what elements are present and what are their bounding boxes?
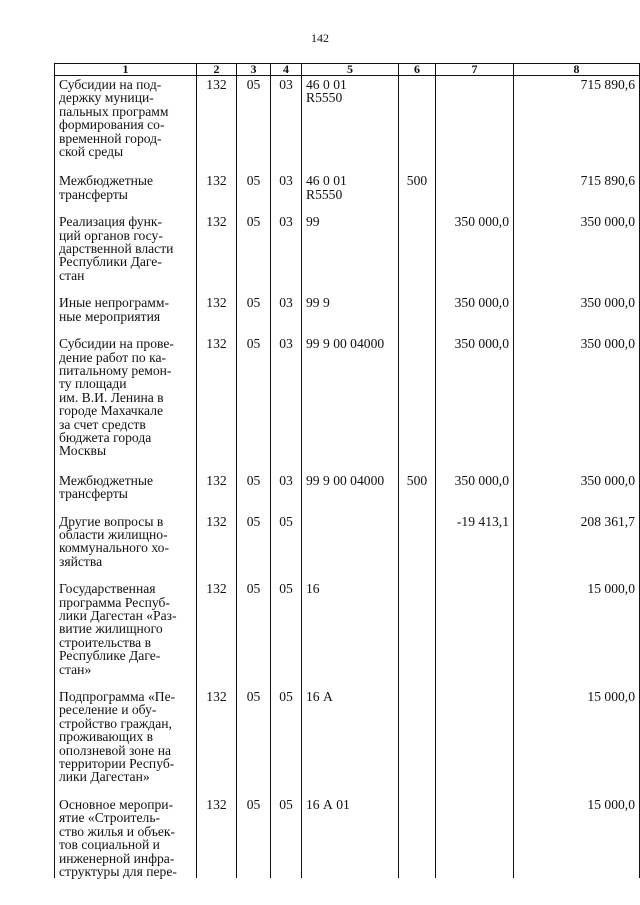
table-row <box>55 294 640 335</box>
cell-name: Государственная программа Респуб- лики Дагестан «Раз- витие жилищного строительства в Республике Даге- стан» <box>55 580 197 688</box>
cell-admin-code: 132 <box>197 472 237 513</box>
cell-name: Иные непрограмм- ные мероприятия <box>55 294 197 335</box>
cell-total-amount: 350 000,0 <box>514 294 640 335</box>
column-header: 3 <box>237 64 271 76</box>
cell-admin-code: 132 <box>197 76 237 173</box>
cell-section: 05 <box>237 513 271 581</box>
table-row <box>55 213 640 294</box>
cell-section: 05 <box>237 796 271 878</box>
cell-target-article: 46 0 01 R5550 <box>302 76 399 173</box>
cell-section: 05 <box>237 76 271 173</box>
cell-admin-code: 132 <box>197 796 237 878</box>
cell-change-amount: 350 000,0 <box>436 335 514 472</box>
table-row <box>55 580 640 688</box>
cell-total-amount: 715 890,6 <box>514 76 640 173</box>
cell-subsection: 05 <box>271 796 302 878</box>
cell-change-amount: 350 000,0 <box>436 213 514 294</box>
cell-change-amount <box>436 172 514 213</box>
table-row <box>55 335 640 472</box>
cell-expense-type: 500 <box>399 472 436 513</box>
header-row <box>55 64 640 76</box>
cell-expense-type <box>399 335 436 472</box>
cell-name: Подпрограмма «Пе- реселение и обу- стройство граждан, проживающих в оползневой зоне на территории Респуб- лики Дагестан» <box>55 688 197 796</box>
cell-section: 05 <box>237 172 271 213</box>
cell-total-amount: 15 000,0 <box>514 796 640 878</box>
column-header: 7 <box>436 64 514 76</box>
cell-expense-type <box>399 76 436 173</box>
column-header: 4 <box>271 64 302 76</box>
table-row <box>55 513 640 581</box>
cell-expense-type <box>399 688 436 796</box>
cell-admin-code: 132 <box>197 688 237 796</box>
cell-name: Основное меропри- ятие «Строитель- ство жилья и объек- тов социальной и инженерной инфра- структуры для пере- <box>55 796 197 878</box>
cell-change-amount: 350 000,0 <box>436 294 514 335</box>
column-header: 5 <box>302 64 399 76</box>
cell-subsection: 03 <box>271 472 302 513</box>
cell-subsection: 05 <box>271 513 302 581</box>
cell-admin-code: 132 <box>197 294 237 335</box>
cell-subsection: 03 <box>271 335 302 472</box>
budget-table <box>54 63 640 878</box>
cell-expense-type <box>399 294 436 335</box>
column-header: 6 <box>399 64 436 76</box>
cell-subsection: 05 <box>271 580 302 688</box>
column-header: 1 <box>55 64 197 76</box>
cell-change-amount: -19 413,1 <box>436 513 514 581</box>
cell-admin-code: 132 <box>197 172 237 213</box>
cell-target-article: 46 0 01 R5550 <box>302 172 399 213</box>
cell-total-amount: 15 000,0 <box>514 688 640 796</box>
cell-subsection: 03 <box>271 172 302 213</box>
cell-admin-code: 132 <box>197 213 237 294</box>
cell-target-article: 99 9 00 04000 <box>302 472 399 513</box>
cell-admin-code: 132 <box>197 580 237 688</box>
cell-section: 05 <box>237 294 271 335</box>
page-number: 142 <box>311 31 329 45</box>
cell-target-article: 99 9 <box>302 294 399 335</box>
cell-name: Реализация функ- ций органов госу- дарственной власти Республики Даге- стан <box>55 213 197 294</box>
cell-admin-code: 132 <box>197 513 237 581</box>
cell-subsection: 05 <box>271 688 302 796</box>
cell-admin-code: 132 <box>197 335 237 472</box>
table-row <box>55 688 640 796</box>
column-header: 8 <box>514 64 640 76</box>
cell-name: Межбюджетные трансферты <box>55 172 197 213</box>
cell-change-amount <box>436 796 514 878</box>
cell-total-amount: 15 000,0 <box>514 580 640 688</box>
cell-total-amount: 350 000,0 <box>514 335 640 472</box>
table-row <box>55 796 640 878</box>
cell-total-amount: 350 000,0 <box>514 213 640 294</box>
cell-change-amount <box>436 580 514 688</box>
cell-section: 05 <box>237 580 271 688</box>
cell-total-amount: 350 000,0 <box>514 472 640 513</box>
cell-section: 05 <box>237 335 271 472</box>
cell-expense-type <box>399 580 436 688</box>
cell-target-article: 99 9 00 04000 <box>302 335 399 472</box>
cell-expense-type <box>399 796 436 878</box>
cell-change-amount <box>436 76 514 173</box>
cell-change-amount <box>436 688 514 796</box>
cell-total-amount: 715 890,6 <box>514 172 640 213</box>
cell-subsection: 03 <box>271 294 302 335</box>
cell-section: 05 <box>237 213 271 294</box>
cell-total-amount: 208 361,7 <box>514 513 640 581</box>
cell-section: 05 <box>237 688 271 796</box>
table-body <box>55 76 640 879</box>
cell-section: 05 <box>237 472 271 513</box>
cell-name: Субсидии на прове- дение работ по ка- питальному ремон- ту площади им. В.И. Ленина в городе Махачкале за счет средств бюджета города Москвы <box>55 335 197 472</box>
cell-name: Субсидии на под- держку муници- пальных программ формирования со- временной город- ской среды <box>55 76 197 173</box>
table-row <box>55 76 640 173</box>
cell-expense-type: 500 <box>399 172 436 213</box>
column-header: 2 <box>197 64 237 76</box>
cell-expense-type <box>399 513 436 581</box>
cell-target-article: 99 <box>302 213 399 294</box>
cell-name: Межбюджетные трансферты <box>55 472 197 513</box>
cell-name: Другие вопросы в области жилищно- коммунального хо- зяйства <box>55 513 197 581</box>
cell-target-article <box>302 513 399 581</box>
cell-change-amount: 350 000,0 <box>436 472 514 513</box>
cell-subsection: 03 <box>271 76 302 173</box>
cell-subsection: 03 <box>271 213 302 294</box>
table-row <box>55 172 640 213</box>
table-row <box>55 472 640 513</box>
cell-target-article: 16 А 01 <box>302 796 399 878</box>
cell-expense-type <box>399 213 436 294</box>
cell-target-article: 16 <box>302 580 399 688</box>
cell-target-article: 16 А <box>302 688 399 796</box>
